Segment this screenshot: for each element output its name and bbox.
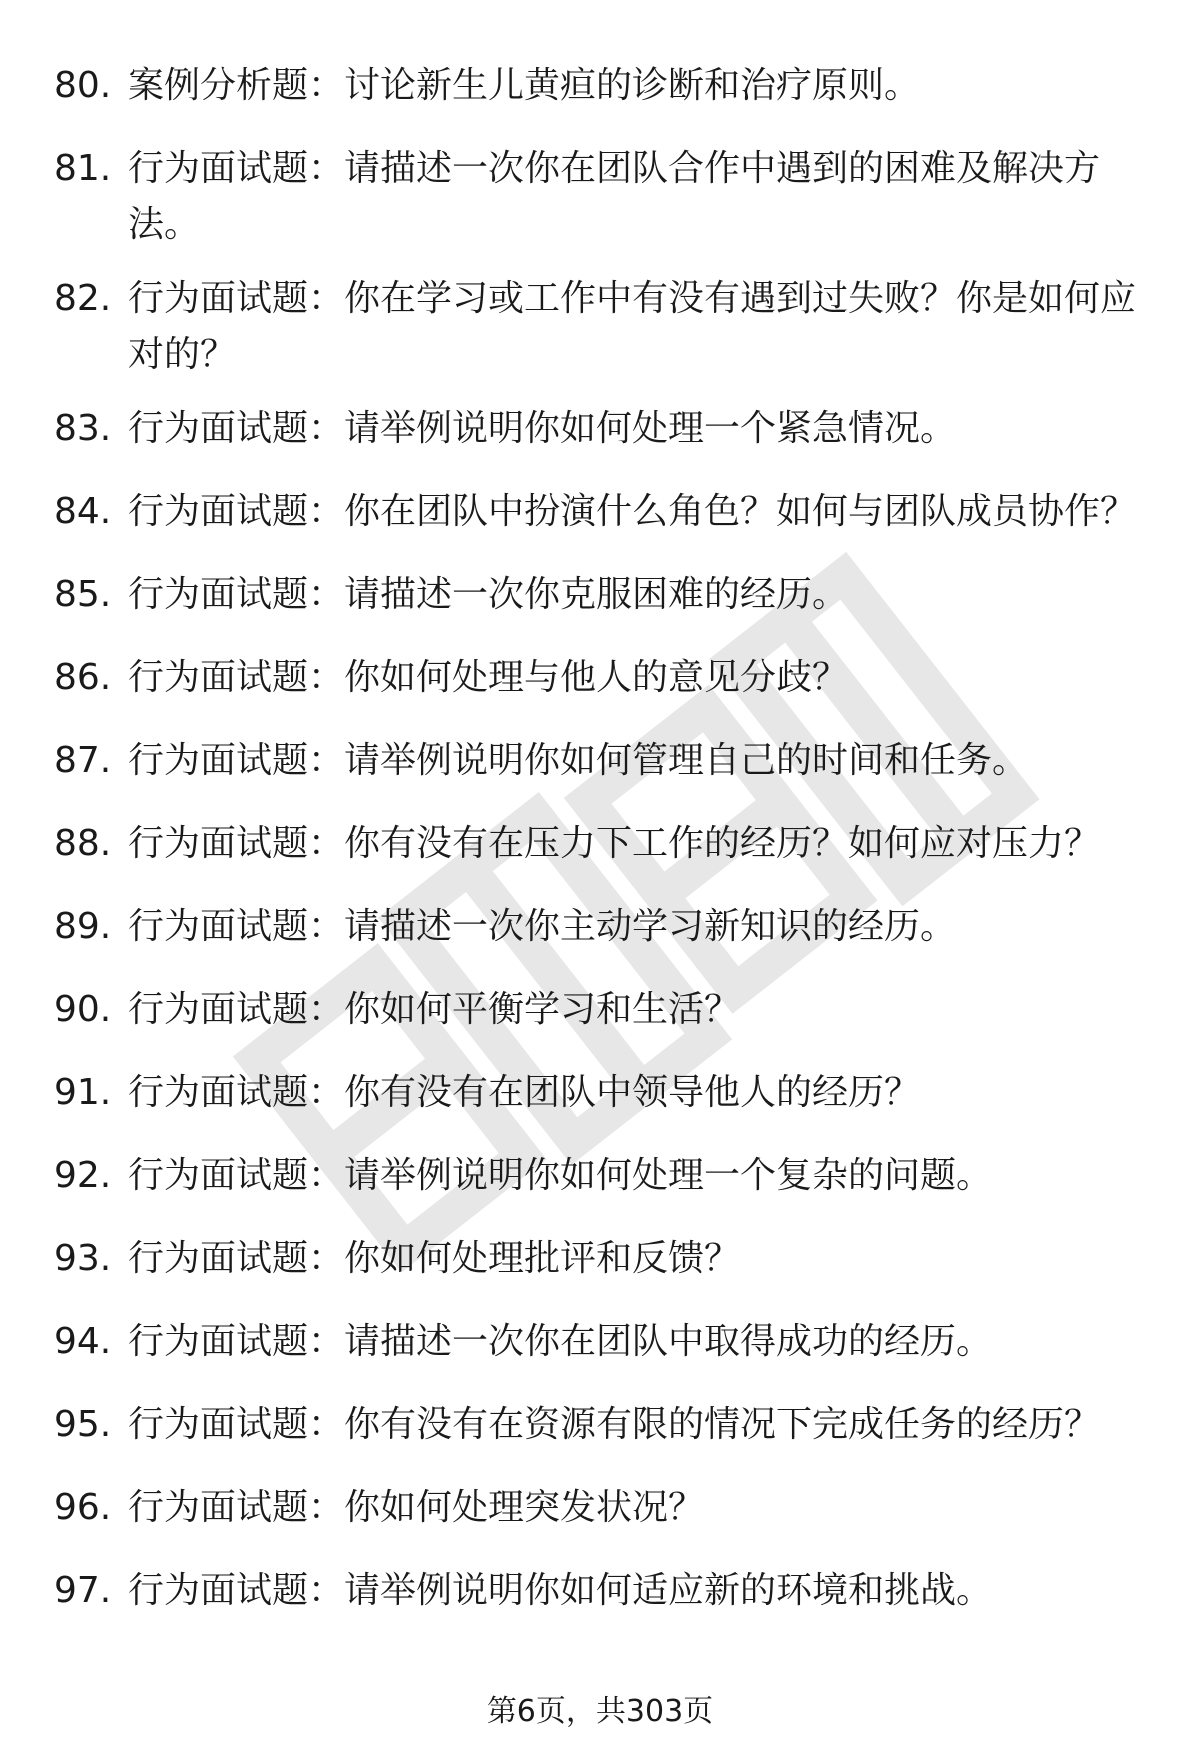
page-footer xyxy=(0,1692,1200,1732)
question-body xyxy=(128,141,1138,253)
question-body xyxy=(128,58,1138,114)
question-number: 89. xyxy=(54,906,112,947)
question-item xyxy=(0,816,1200,872)
question-body xyxy=(128,484,1138,540)
question-type: 行为面试题： xyxy=(128,1570,345,1611)
question-text: 讨论新生儿黄疸的诊断和治疗原则。 xyxy=(344,65,921,106)
question-type: 案例分析题： xyxy=(128,65,345,106)
question-body xyxy=(128,271,1138,383)
question-text: 你在团队中扮演什么角色？如何与团队成员协作？ xyxy=(344,491,1137,532)
question-body xyxy=(128,1148,1138,1204)
question-item xyxy=(0,271,1200,383)
question-text: 请描述一次你在团队合作中遇到的困难及解决方法。 xyxy=(128,148,1101,245)
question-body xyxy=(128,401,1138,457)
question-number: 90. xyxy=(54,989,112,1030)
question-text: 你在学习或工作中有没有遇到过失败？你是如何应对的？ xyxy=(128,278,1137,375)
question-type: 行为面试题： xyxy=(128,278,345,319)
question-list xyxy=(0,58,1200,1646)
question-number: 88. xyxy=(54,823,112,864)
question-text: 你如何处理批评和反馈？ xyxy=(344,1238,741,1279)
question-number: 81. xyxy=(54,148,112,189)
question-type: 行为面试题： xyxy=(128,491,345,532)
question-body xyxy=(128,1563,1138,1619)
question-text: 请描述一次你在团队中取得成功的经历。 xyxy=(344,1321,993,1362)
question-text: 你有没有在压力下工作的经历？如何应对压力？ xyxy=(344,823,1101,864)
question-body xyxy=(128,1231,1138,1287)
question-type: 行为面试题： xyxy=(128,657,345,698)
question-item xyxy=(0,733,1200,789)
question-type: 行为面试题： xyxy=(128,989,345,1030)
question-body xyxy=(128,1480,1138,1536)
question-number: 82. xyxy=(54,278,112,319)
question-body xyxy=(128,567,1138,623)
question-text: 你如何平衡学习和生活？ xyxy=(344,989,741,1030)
question-text: 请举例说明你如何处理一个复杂的问题。 xyxy=(344,1155,993,1196)
question-body xyxy=(128,816,1138,872)
question-item xyxy=(0,58,1200,114)
question-body xyxy=(128,1397,1138,1453)
question-type: 行为面试题： xyxy=(128,740,345,781)
question-body xyxy=(128,899,1138,955)
question-item xyxy=(0,567,1200,623)
question-item xyxy=(0,1148,1200,1204)
question-body xyxy=(128,982,1138,1038)
question-item xyxy=(0,141,1200,253)
question-type: 行为面试题： xyxy=(128,408,345,449)
question-number: 97. xyxy=(54,1570,112,1611)
question-text: 请描述一次你主动学习新知识的经历。 xyxy=(344,906,957,947)
question-item xyxy=(0,1065,1200,1121)
question-text: 你有没有在资源有限的情况下完成任务的经历？ xyxy=(344,1404,1101,1445)
question-number: 85. xyxy=(54,574,112,615)
question-body xyxy=(128,650,1138,706)
question-item xyxy=(0,1397,1200,1453)
question-body xyxy=(128,1065,1138,1121)
question-text: 你有没有在团队中领导他人的经历？ xyxy=(344,1072,921,1113)
question-type: 行为面试题： xyxy=(128,823,345,864)
question-text: 请描述一次你克服困难的经历。 xyxy=(344,574,849,615)
question-item xyxy=(0,982,1200,1038)
question-item xyxy=(0,1231,1200,1287)
question-item xyxy=(0,484,1200,540)
question-number: 95. xyxy=(54,1404,112,1445)
question-number: 83. xyxy=(54,408,112,449)
question-item xyxy=(0,401,1200,457)
question-number: 86. xyxy=(54,657,112,698)
question-text: 你如何处理突发状况？ xyxy=(344,1487,705,1528)
question-type: 行为面试题： xyxy=(128,1321,345,1362)
question-number: 91. xyxy=(54,1072,112,1113)
question-text: 请举例说明你如何处理一个紧急情况。 xyxy=(344,408,957,449)
question-type: 行为面试题： xyxy=(128,906,345,947)
question-number: 92. xyxy=(54,1155,112,1196)
question-item xyxy=(0,650,1200,706)
question-text: 你如何处理与他人的意见分歧？ xyxy=(344,657,849,698)
question-body xyxy=(128,1314,1138,1370)
question-text: 请举例说明你如何适应新的环境和挑战。 xyxy=(344,1570,993,1611)
question-type: 行为面试题： xyxy=(128,1487,345,1528)
question-number: 93. xyxy=(54,1238,112,1279)
question-number: 94. xyxy=(54,1321,112,1362)
question-type: 行为面试题： xyxy=(128,1072,345,1113)
question-item xyxy=(0,1563,1200,1619)
question-item xyxy=(0,1314,1200,1370)
page-number-label: 第6页，共303页 xyxy=(486,1694,714,1729)
question-type: 行为面试题： xyxy=(128,1155,345,1196)
question-number: 87. xyxy=(54,740,112,781)
question-number: 84. xyxy=(54,491,112,532)
question-type: 行为面试题： xyxy=(128,574,345,615)
question-type: 行为面试题： xyxy=(128,1404,345,1445)
question-number: 96. xyxy=(54,1487,112,1528)
question-item xyxy=(0,899,1200,955)
question-body xyxy=(128,733,1138,789)
question-type: 行为面试题： xyxy=(128,148,345,189)
question-text: 请举例说明你如何管理自己的时间和任务。 xyxy=(344,740,1029,781)
question-number: 80. xyxy=(54,65,112,106)
question-type: 行为面试题： xyxy=(128,1238,345,1279)
question-item xyxy=(0,1480,1200,1536)
